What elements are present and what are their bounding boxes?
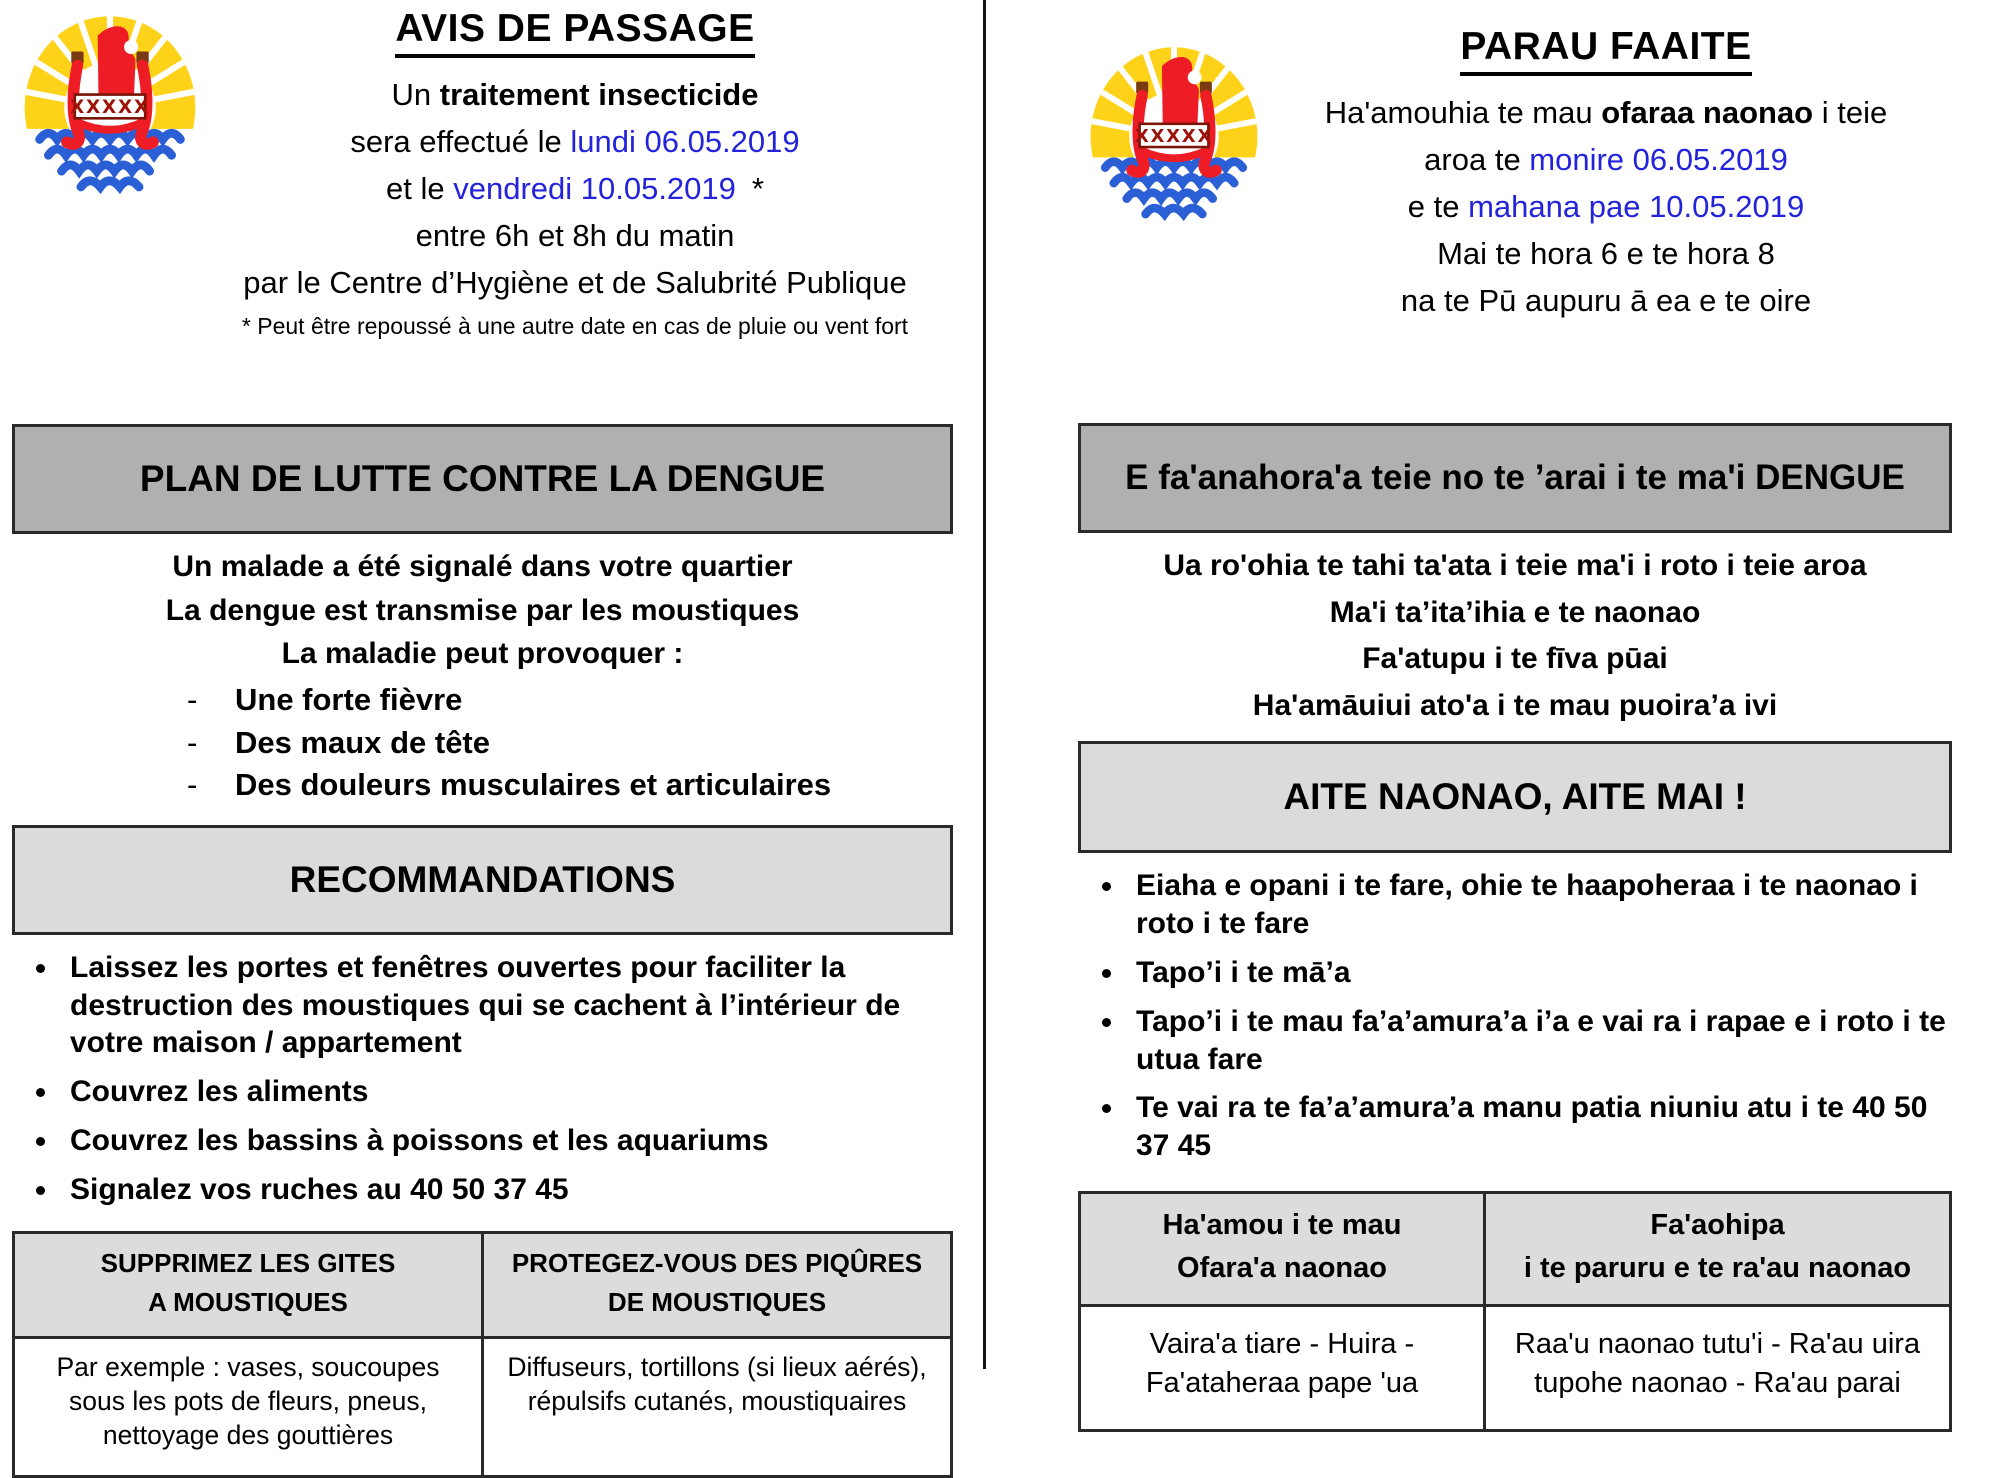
table-header-row: [14, 1232, 952, 1337]
intro-line-2: sera effectué le lundi 06.05.2019: [350, 123, 800, 159]
info-line: Ha'amāuiui ato'a i te mau puoira’a ivi: [1252, 688, 1778, 722]
table-header-remove-breeding-sites: SUPPRIMEZ LES GITES A MOUSTIQUES: [14, 1232, 483, 1337]
symptom-item: - Une forte fièvre: [187, 682, 953, 718]
french-column: [0, 0, 983, 1450]
recommendation-item: Te vai ra te fa’a’amura’a manu patia niuniu atu i te 40 50 37 45: [1136, 1089, 1952, 1165]
footnote-marker: *: [751, 171, 764, 207]
table-row: [14, 1337, 952, 1476]
info-line: La dengue est transmise par les moustiques: [165, 593, 800, 627]
treatment-date-2: vendredi 10.05.2019: [453, 171, 736, 207]
intro-line-3: et le vendredi 10.05.2019 *: [386, 171, 764, 207]
intro-line-5: na te Pū aupuru ā ea e te oire: [1400, 283, 1812, 319]
table-header-destroy-breeding-sites: Ha'amou i te mau Ofara'a naonao: [1080, 1192, 1485, 1305]
french-header-text: [197, 8, 953, 340]
tahitian-column: [986, 0, 2000, 1399]
dengue-info-lines-tahitian: [1078, 549, 1952, 723]
symptom-item: - Des maux de tête: [187, 725, 953, 761]
intro-line-4: Mai te hora 6 e te hora 8: [1437, 236, 1775, 272]
french-tips-table: [12, 1231, 953, 1478]
intro-line-1: Un traitement insecticide: [391, 76, 759, 112]
table-row: [1080, 1305, 1951, 1430]
intro-line-4: entre 6h et 8h du matin: [415, 218, 735, 254]
treatment-date-1: lundi 06.05.2019: [570, 123, 800, 159]
symptom-item: - Des douleurs musculaires et articulaires: [187, 767, 953, 803]
french-polynesia-coat-of-arms-icon: [12, 8, 197, 204]
info-line: La maladie peut provoquer :: [281, 637, 684, 671]
table-cell-protection-examples: Diffuseurs, tortillons (si lieux aérés), répulsifs cutanés, moustiquaires: [483, 1337, 952, 1476]
table-header-protect-from-bites: PROTEGEZ-VOUS DES PIQÛRES DE MOUSTIQUES: [483, 1232, 952, 1337]
table-cell-protection-examples: Raa'u naonao tutu'i - Ra'au uira tupohe naonao - Ra'au parai: [1485, 1305, 1951, 1430]
table-header-use-protection: Fa'aohipa i te paruru e te ra'au naonao: [1485, 1192, 1951, 1305]
french-polynesia-coat-of-arms-icon: [1078, 26, 1260, 230]
table-header-row: [1080, 1192, 1951, 1305]
french-header: [12, 8, 953, 340]
info-line: Ua ro'ohia te tahi ta'ata i teie ma'i i roto i teie aroa: [1163, 549, 1867, 583]
recommendation-item: Tapo’i i te mā’a: [1136, 954, 1952, 992]
intro-line-1: Ha'amouhia te mau ofaraa naonao i teie: [1324, 94, 1888, 130]
treatment-date-2: mahana pae 10.05.2019: [1468, 189, 1805, 225]
section-heading-dengue-plan: PLAN DE LUTTE CONTRE LA DENGUE: [12, 424, 953, 534]
weather-footnote: * Peut être repoussé à une autre date en cas de pluie ou vent fort: [241, 313, 909, 340]
section-heading-recommendations: RECOMMANDATIONS: [12, 825, 953, 935]
recommendation-list-tahitian: [1078, 867, 1952, 1165]
recommendation-item: Couvrez les bassins à poissons et les aquariums: [70, 1122, 953, 1160]
page-title-french: AVIS DE PASSAGE: [395, 8, 754, 58]
intro-line-3: e te mahana pae 10.05.2019: [1407, 189, 1805, 225]
recommendation-item: Signalez vos ruches au 40 50 37 45: [70, 1171, 953, 1209]
page-title-tahitian: PARAU FAAITE: [1460, 26, 1751, 76]
tahitian-tips-table: [1078, 1191, 1952, 1432]
dengue-info-lines: [12, 550, 953, 672]
tahitian-header-text: [1260, 26, 1952, 331]
table-cell-breeding-examples: Par exemple : vases, soucoupes sous les pots de fleurs, pneus, nettoyage des gouttières: [14, 1337, 483, 1476]
recommendation-item: Couvrez les aliments: [70, 1073, 953, 1111]
section-heading-dengue-plan-tahitian: E fa'anahora'a teie no te ’arai i te ma'i DENGUE: [1078, 423, 1952, 533]
recommendation-item: Eiaha e opani i te fare, ohie te haapoheraa i te naonao i roto i te fare: [1136, 867, 1952, 943]
intro-line-2: aroa te monire 06.05.2019: [1424, 141, 1788, 177]
table-cell-breeding-examples: Vaira'a tiare - Huira - Fa'ataheraa pape 'ua: [1080, 1305, 1485, 1430]
symptom-list: [187, 682, 953, 803]
treatment-date-1: monire 06.05.2019: [1529, 141, 1788, 177]
info-line: Ma'i ta’ita’ihia e te naonao: [1329, 595, 1701, 629]
recommendation-list: [12, 949, 953, 1209]
info-line: Un malade a été signalé dans votre quartier: [172, 550, 793, 584]
recommendation-item: Laissez les portes et fenêtres ouvertes pour faciliter la destruction des moustiques qui se cachent à l’intérieur de votre maison / appartement: [70, 949, 953, 1062]
tahitian-header: [1078, 26, 1952, 331]
section-heading-no-mosquito-no-sickness: AITE NAONAO, AITE MAI !: [1078, 741, 1952, 853]
info-line: Fa'atupu i te fīva pūai: [1362, 642, 1668, 676]
intro-line-5: par le Centre d’Hygiène et de Salubrité Publique: [243, 265, 907, 301]
recommendation-item: Tapo’i i te mau fa’a’amura’a i’a e vai ra i rapae e i roto i te utua fare: [1136, 1003, 1952, 1079]
